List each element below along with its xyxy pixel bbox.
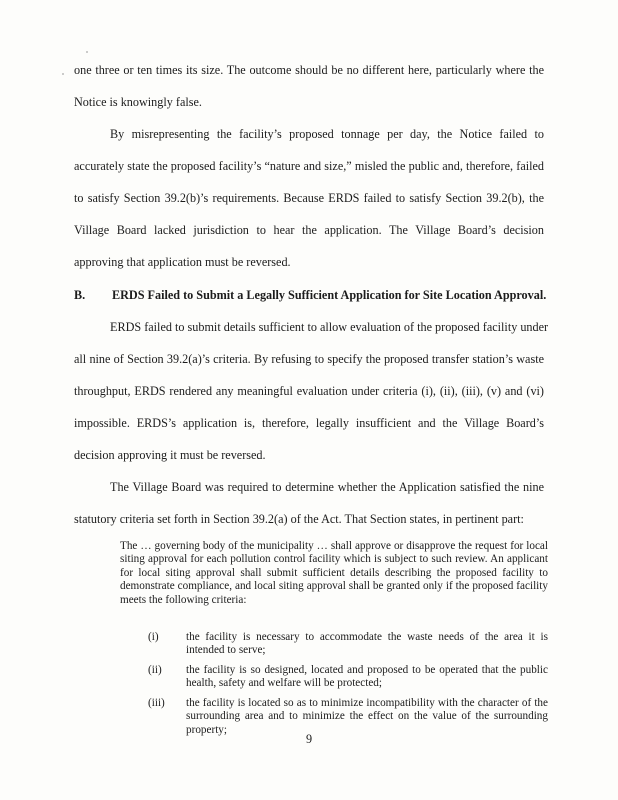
criterion-number: (i) (148, 631, 159, 643)
scan-speck (86, 51, 88, 53)
para2-line-2: accurately state the proposed facility’s “nature and size,” misled the public and, therefore, failed (74, 159, 544, 173)
para3-line-4: impossible. ERDS’s application is, therefore, legally insufficient and the Village Board’s (74, 416, 544, 430)
criterion-text: the facility is located so as to minimize incompatibility with the character of the surrounding area and to minimize the effect on the value of the surrounding property; (186, 697, 548, 736)
para2-line-1: By misrepresenting the facility’s proposed tonnage per day, the Notice failed to (110, 127, 544, 141)
criterion-text: the facility is so designed, located and proposed to be operated that the public health, safety and welfare will be protected; (186, 664, 548, 690)
para4-line-1: The Village Board was required to determine whether the Application satisfied the nine (110, 480, 544, 494)
para1-line-2: Notice is knowingly false. (74, 95, 202, 109)
section-title: ERDS Failed to Submit a Legally Sufficient Application for Site Location Approval. (112, 288, 547, 302)
section-letter: B. (74, 288, 86, 302)
para3-line-5: decision approving it must be reversed. (74, 448, 266, 462)
para3-line-3: throughput, ERDS rendered any meaningful evaluation under criteria (i), (ii), (iii), (v) and (vi) (74, 384, 544, 398)
scan-speck (62, 73, 64, 75)
criterion-number: (iii) (148, 697, 165, 709)
block-quote: The … governing body of the municipality … shall approve or disapprove the request for local siting approval for each pollution control facility which is subject to such review. An applicant for local siting approval shall submit sufficient details describing the proposed facility to demonstrate compliance, and local siting approval shall be granted only if the proposed facility meets the following criteria: (120, 540, 548, 606)
para3-line-2: all nine of Section 39.2(a)’s criteria. By refusing to specify the proposed transfer station’s waste (74, 352, 544, 366)
criterion-text: the facility is necessary to accommodate the waste needs of the area it is intended to serve; (186, 631, 548, 657)
para2-line-3: to satisfy Section 39.2(b)’s requirements. Because ERDS failed to satisfy Section 39.2(b), the (74, 191, 544, 205)
para3-line-1: ERDS failed to submit details sufficient to allow evaluation of the proposed facility under (110, 320, 549, 334)
page-number: 9 (305, 732, 313, 746)
para1-line-1: one three or ten times its size. The outcome should be no different here, particularly where the (74, 63, 544, 77)
para2-line-4: Village Board lacked jurisdiction to hear the application. The Village Board’s decision (74, 223, 544, 237)
section-heading (74, 288, 546, 303)
para2-line-5: approving that application must be reversed. (74, 255, 291, 269)
para4-line-2: statutory criteria set forth in Section 39.2(a) of the Act. That Section states, in pertinent part: (74, 512, 524, 526)
criterion-number: (ii) (148, 664, 162, 676)
